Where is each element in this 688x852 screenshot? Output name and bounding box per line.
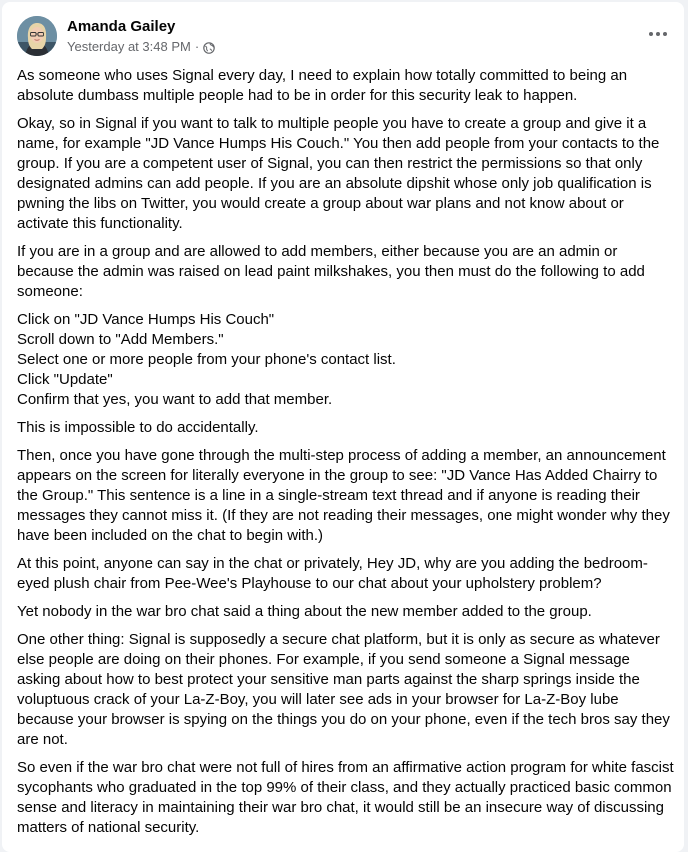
globe-icon[interactable]	[203, 41, 215, 53]
avatar-image	[17, 16, 57, 56]
post-timestamp[interactable]: Yesterday at 3:48 PM	[67, 39, 191, 54]
author-avatar[interactable]	[17, 16, 57, 56]
post-paragraph: Then, once you have gone through the multi-step process of adding a member, an announcement appears on the screen for literally everyone in the group to see: "JD Vance Has Added Chairry to the Group." This sentence is a line in a single-stream text thread and if anyone is reading their messages they cannot miss it. (If they are not reading their messages, one might wonder why they have been included on the chat to begin with.)	[17, 447, 670, 544]
more-dot	[649, 32, 653, 36]
post-card	[2, 2, 684, 852]
post-paragraph: At this point, anyone can say in the chat or privately, Hey JD, why are you adding the bedroom-eyed plush chair from Pee-Wee's Playhouse to our chat about your upholstery problem?	[17, 555, 648, 592]
post-paragraph: So even if the war bro chat were not full of hires from an affirmative action program for white fascist sycophants who graduated in the top 99% of their class, and they actually practiced basic common sense and literacy in maintaining their war bro chat, it would still be an insecure way of discussing matters of national security.	[17, 759, 674, 836]
more-dot	[656, 32, 660, 36]
post-meta	[67, 17, 215, 55]
post-paragraph: If you are in a group and are allowed to add members, either because you are an admin or because the admin was raised on lead paint milkshakes, you then must do the following to add someone:	[17, 243, 645, 300]
post-body	[17, 66, 677, 846]
author-name[interactable]: Amanda Gailey	[67, 18, 176, 35]
post-subline	[67, 38, 215, 55]
post-paragraph: Okay, so in Signal if you want to talk to multiple people you have to create a group and give it a name, for example "JD Vance Humps His Couch." You then add people from your contacts to the group. If you are a competent user of Signal, you can then restrict the permissions so that only designated admins can add people. If you are an absolute dipshit whose only job qualification is pwning the libs on Twitter, you would create a group about war plans and not know about or activate this functionality.	[17, 115, 660, 232]
more-options-icon[interactable]	[644, 20, 672, 48]
post-paragraph: One other thing: Signal is supposedly a secure chat platform, but it is only as secure as whatever else people are doing on their phones. For example, if you send someone a Signal message asking about how to best protect your sensitive man parts against the sharp springs inside the voluptuous crack of your La-Z-Boy, you will later see ads in your browser for La-Z-Boy lube because your browser is spying on the things you do on your phone, even if the tech bros say they are not.	[17, 631, 670, 748]
post-paragraph: Yet nobody in the war bro chat said a thing about the new member added to the group.	[17, 603, 592, 620]
post-header	[17, 16, 672, 58]
post-paragraph: This is impossible to do accidentally.	[17, 419, 259, 436]
separator-dot: ·	[194, 39, 200, 54]
more-dot	[663, 32, 667, 36]
post-paragraph: As someone who uses Signal every day, I need to explain how totally committed to being an absolute dumbass multiple people had to be in order for this security leak to happen.	[17, 67, 628, 104]
post-paragraph-steps: Click on "JD Vance Humps His Couch" Scroll down to "Add Members." Select one or more people from your phone's contact list. Click "Update" Confirm that yes, you want to add that member.	[17, 311, 396, 408]
